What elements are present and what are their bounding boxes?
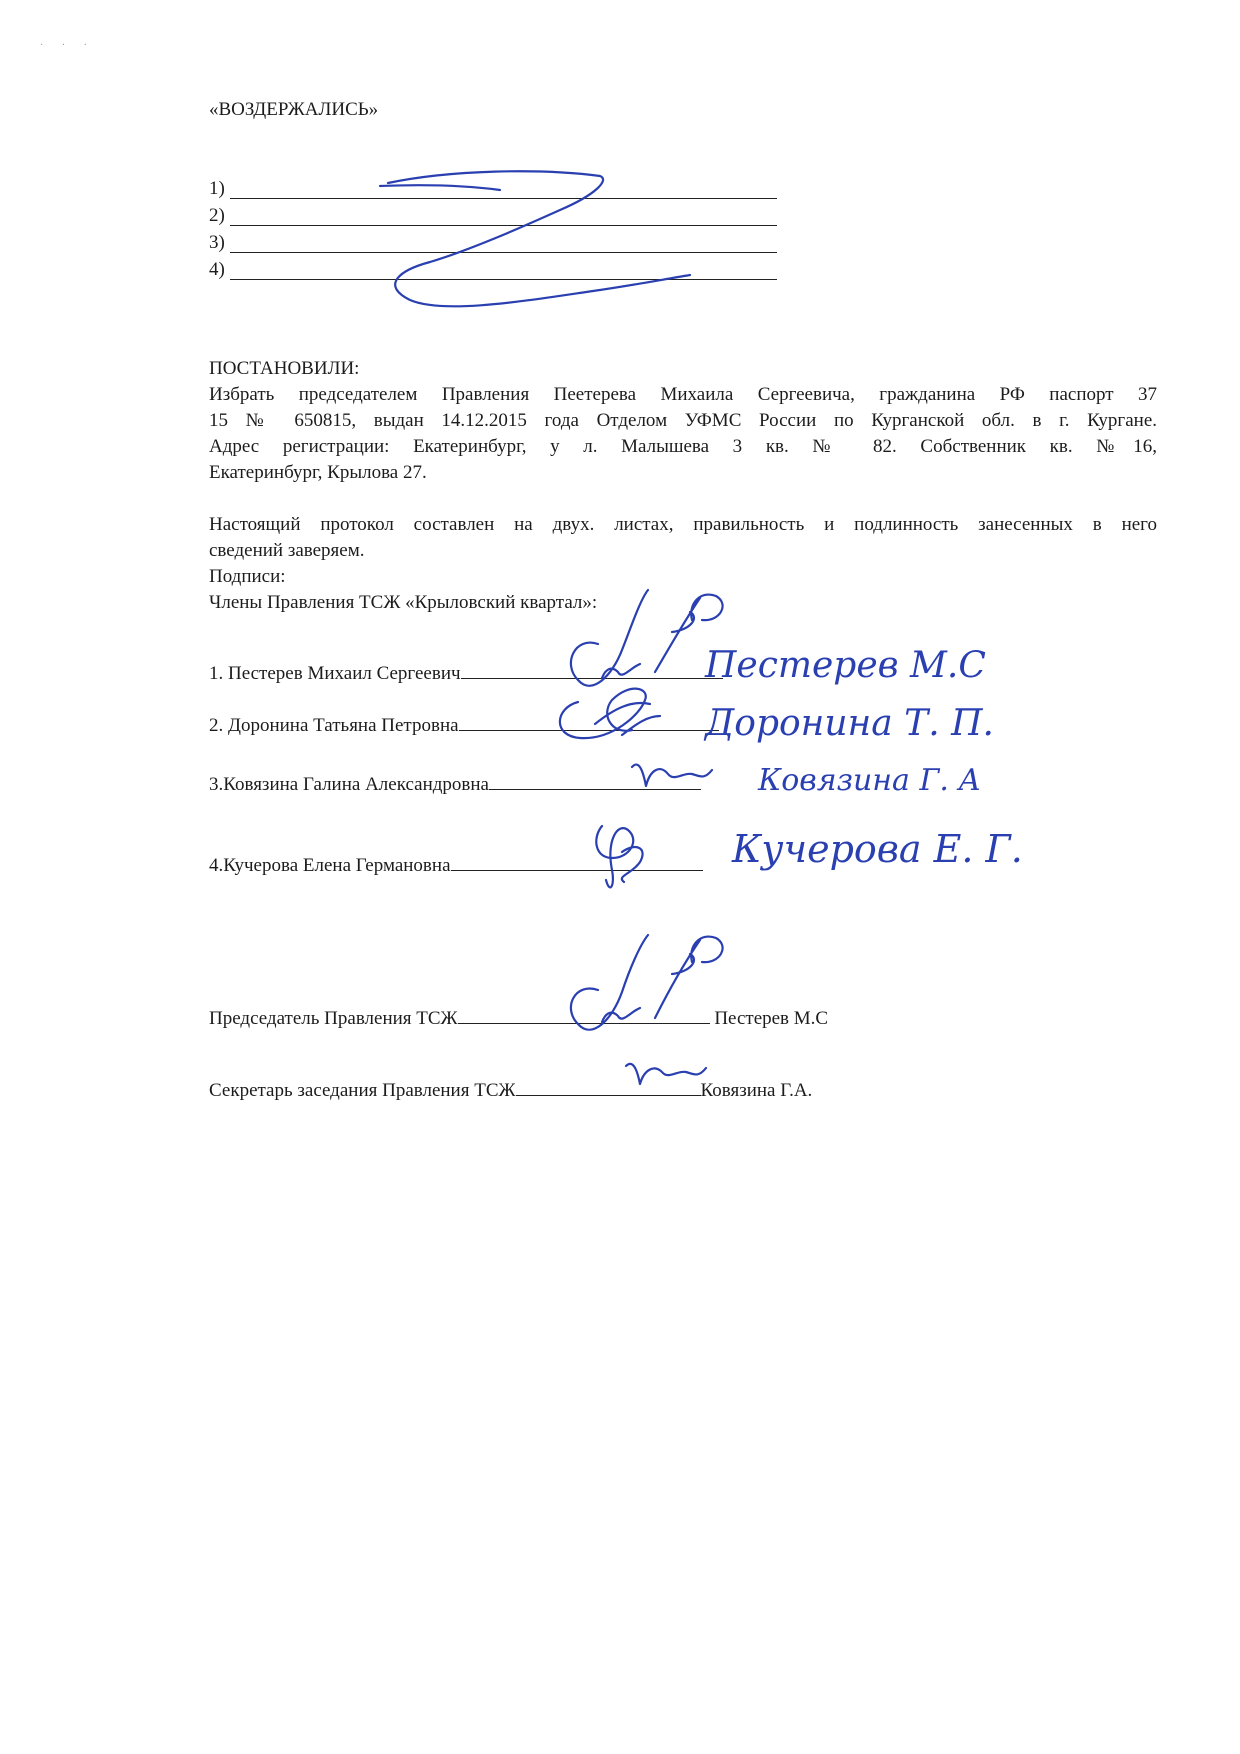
certification-text (209, 512, 1157, 564)
secretary-row (209, 1076, 812, 1104)
official-name: Пестерев М.С (714, 1008, 829, 1029)
official-name: Ковязина Г.А. (700, 1080, 813, 1101)
member-row-3 (209, 770, 701, 798)
abstained-line-number: 2) (209, 205, 225, 226)
member-name: 2. Доронина Татьяна Петровна (209, 715, 459, 736)
signature-line (459, 711, 719, 731)
signature-line (461, 659, 723, 679)
signature-line (458, 1004, 710, 1024)
abstained-heading: «ВОЗДЕРЖАЛИСЬ» (209, 99, 379, 120)
certification-line: Настоящий протокол составлен на двух. листах, правильность и подлинность занесенных в него (209, 514, 1157, 535)
decision-line: Адрес регистрации: Екатеринбург, у л. Малышева 3 кв. № 82. Собственник кв. №16, (209, 436, 1157, 457)
member-name: 4.Кучерова Елена Германовна (209, 855, 451, 876)
signature-line (516, 1076, 701, 1096)
signature-line (489, 770, 701, 790)
members-label: Члены Правления ТСЖ «Крыловский квартал»: (209, 592, 598, 613)
signatures-label: Подписи: (209, 566, 286, 587)
blank-line (230, 252, 777, 253)
abstained-line-number: 4) (209, 259, 225, 280)
decision-heading: ПОСТАНОВИЛИ: (209, 358, 360, 379)
blank-line (230, 198, 777, 199)
abstained-line-number: 3) (209, 232, 225, 253)
member-1-handwritten-name: Пестерев М.С (705, 645, 986, 686)
abstained-line-number: 1) (209, 178, 225, 199)
decision-line: Избрать председателем Правления Пеетерева Михаила Сергеевича, гражданина РФ паспорт 37 (209, 384, 1157, 405)
chairman-row (209, 1004, 828, 1032)
certification-line: сведений заверяем. (209, 540, 365, 561)
member-row-1 (209, 659, 723, 687)
decision-text (209, 382, 1157, 486)
decision-line: 15 № 650815, выдан 14.12.2015 года Отделом УФМС России по Курганской обл. в г. Кургане. (209, 410, 1157, 431)
signature-line (451, 851, 703, 871)
member-3-handwritten-name: Ковязина Г. А (758, 763, 982, 798)
blank-line (230, 225, 777, 226)
member-4-handwritten-name: Кучерова Е. Г. (732, 827, 1023, 871)
official-title: Председатель Правления ТСЖ (209, 1008, 458, 1029)
member-row-2 (209, 711, 719, 739)
strike-through-mark (380, 171, 690, 306)
member-name: 1. Пестерев Михаил Сергеевич (209, 663, 461, 684)
scan-artifact: · · · (40, 40, 95, 51)
blank-line (230, 279, 777, 280)
member-2-handwritten-name: Доронина Т. П. (705, 703, 994, 744)
member-name: 3.Ковязина Галина Александровна (209, 774, 489, 795)
decision-line: Екатеринбург, Крылова 27. (209, 462, 427, 483)
member-row-4 (209, 851, 703, 879)
official-title: Секретарь заседания Правления ТСЖ (209, 1080, 516, 1101)
